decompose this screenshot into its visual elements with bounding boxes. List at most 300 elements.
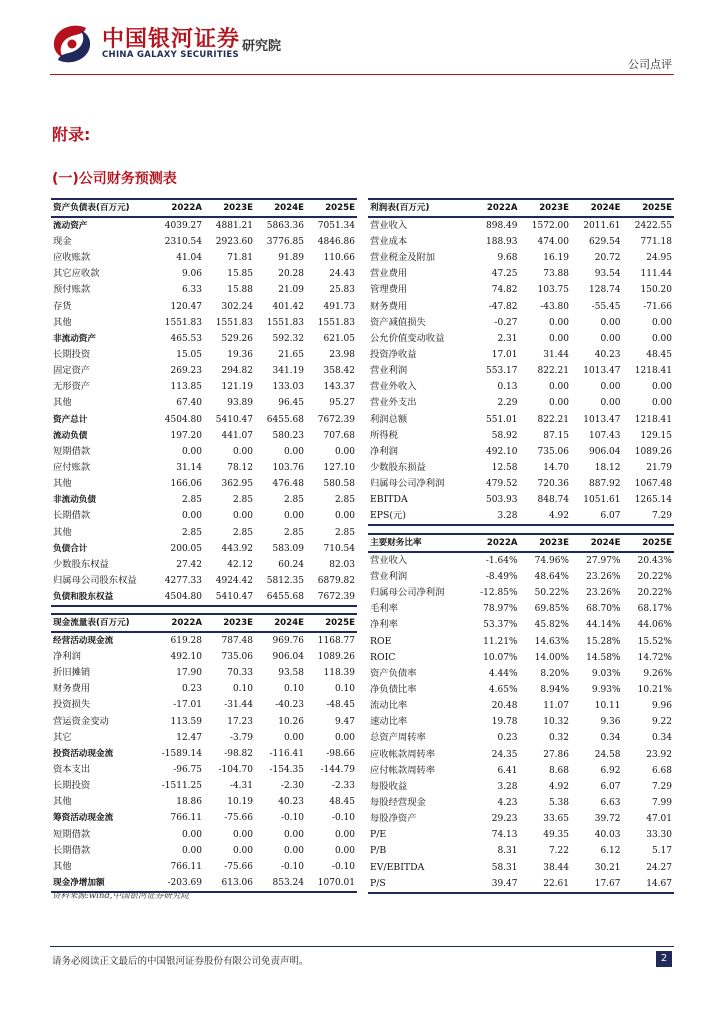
- value-cell: 10.26: [278, 716, 304, 727]
- row-label: 固定资产: [53, 365, 91, 377]
- value-cell: 0.00: [232, 845, 253, 856]
- table-row: [368, 698, 674, 714]
- value-cell: 20.72: [594, 253, 621, 264]
- value-cell: 10.07%: [483, 652, 518, 663]
- value-cell: 11.07: [543, 701, 569, 712]
- value-cell: 113.85: [170, 382, 202, 393]
- row-label: 长期投资: [53, 349, 91, 361]
- value-cell: 2.85: [181, 527, 202, 538]
- row-label: 管理费用: [370, 284, 408, 296]
- value-cell: 0.00: [181, 446, 202, 457]
- value-cell: 120.47: [170, 301, 202, 312]
- row-label: 毛利率: [370, 603, 398, 615]
- row-label: 净利率: [370, 619, 398, 631]
- value-cell: 15.85: [227, 269, 253, 280]
- value-cell: 53.37%: [483, 620, 518, 631]
- value-cell: 5.17: [651, 846, 672, 857]
- value-cell: 358.42: [323, 366, 355, 377]
- table-row: [51, 714, 357, 730]
- key-ratios-table: [368, 533, 674, 894]
- value-cell: 479.52: [486, 479, 518, 490]
- value-cell: 111.44: [640, 269, 672, 280]
- value-cell: 629.54: [589, 237, 621, 248]
- value-cell: 39.47: [468, 876, 520, 893]
- row-label: 总资产周转率: [370, 732, 426, 744]
- value-cell: 9.96: [651, 701, 672, 712]
- year-header: 2025E: [306, 614, 357, 632]
- value-cell: 6879.82: [317, 576, 355, 587]
- row-label: P/S: [368, 876, 468, 893]
- value-cell: 21.09: [278, 285, 304, 296]
- value-cell: -47.82: [488, 301, 518, 312]
- row-label: 资本支出: [53, 764, 91, 776]
- value-cell: 0.32: [548, 733, 569, 744]
- table-row: [51, 632, 357, 649]
- value-cell: 17.23: [227, 716, 253, 727]
- table-row: [368, 876, 674, 893]
- row-label: 净负债比率: [370, 684, 417, 696]
- row-label: 资产负债率: [370, 667, 417, 679]
- value-cell: 58.31: [491, 862, 518, 873]
- table-row: [51, 315, 357, 331]
- value-cell: 1218.41: [634, 414, 672, 425]
- value-cell: -1589.14: [161, 748, 202, 759]
- table-title: 资产负债表(百万元): [51, 199, 153, 217]
- table-row: [368, 412, 674, 428]
- value-cell: -0.10: [280, 861, 304, 872]
- value-cell: 0.10: [283, 684, 304, 695]
- value-cell: 44.06%: [637, 620, 672, 631]
- value-cell: 19.36: [227, 350, 253, 361]
- row-label: 投资损失: [53, 699, 91, 711]
- row-label: 少数股东权益: [53, 558, 109, 570]
- value-cell: 1218.41: [634, 366, 672, 377]
- value-cell: 4924.42: [215, 576, 253, 587]
- row-label: 营业利润: [370, 365, 408, 377]
- value-cell: 553.17: [486, 366, 518, 377]
- table-row: [368, 492, 674, 508]
- value-cell: -8.49%: [485, 572, 518, 583]
- row-label: 应收账款: [53, 252, 91, 264]
- value-cell: -104.70: [218, 765, 253, 776]
- value-cell: 10.11: [594, 701, 621, 712]
- row-label: 速动比率: [370, 716, 408, 728]
- balance-sheet-table: [51, 198, 357, 607]
- value-cell: 4846.86: [317, 237, 355, 248]
- value-cell: 33.65: [543, 814, 569, 825]
- row-label: 现金: [53, 236, 72, 248]
- value-cell: 31.14: [176, 463, 202, 474]
- value-cell: 93.54: [594, 269, 621, 280]
- row-label: 其它应收款: [53, 268, 100, 280]
- table-header-row: [368, 199, 674, 217]
- row-label: 归属母公司净利润: [370, 587, 445, 599]
- table-row: [368, 395, 674, 411]
- value-cell: 74.96%: [534, 556, 569, 566]
- value-cell: 2.85: [283, 527, 304, 538]
- value-cell: 48.45: [329, 797, 355, 808]
- value-cell: 0.00: [651, 317, 672, 328]
- value-cell: 0.00: [181, 829, 202, 840]
- table-row: [368, 843, 674, 859]
- value-cell: 1168.77: [317, 636, 355, 646]
- table-row: [51, 299, 357, 315]
- value-cell: 128.74: [589, 285, 621, 296]
- footer-divider: [50, 946, 674, 947]
- row-label: 每股净资产: [370, 813, 417, 825]
- value-cell: 6.68: [651, 765, 672, 776]
- value-cell: 95.27: [329, 398, 355, 409]
- value-cell: 113.59: [170, 716, 202, 727]
- value-cell: 362.95: [221, 479, 253, 490]
- page-number: 2: [656, 951, 672, 967]
- value-cell: 0.00: [181, 845, 202, 856]
- value-cell: 735.06: [221, 652, 253, 663]
- institute-label: 研究院: [242, 39, 282, 54]
- value-cell: 4.92: [548, 781, 569, 792]
- value-cell: 0.00: [548, 382, 569, 393]
- value-cell: 23.26%: [586, 588, 621, 599]
- value-cell: 1089.26: [317, 652, 355, 663]
- value-cell: 0.00: [548, 333, 569, 344]
- value-cell: 0.00: [283, 845, 304, 856]
- value-cell: 4039.27: [164, 221, 202, 231]
- value-cell: -0.27: [494, 317, 518, 328]
- table-row: [368, 363, 674, 379]
- value-cell: 15.88: [227, 285, 253, 296]
- value-cell: 91.89: [278, 253, 304, 264]
- table-row: [51, 234, 357, 250]
- value-cell: 133.03: [272, 382, 304, 393]
- row-label: 财务费用: [53, 683, 91, 695]
- value-cell: 302.24: [221, 301, 253, 312]
- row-label: 营运资金变动: [53, 715, 109, 727]
- row-label: 其他: [53, 526, 72, 538]
- value-cell: 906.04: [272, 652, 304, 663]
- table-row: [368, 795, 674, 811]
- value-cell: -1.64%: [485, 556, 518, 566]
- row-label: 财务费用: [370, 300, 408, 312]
- value-cell: 9.26%: [643, 668, 672, 679]
- row-label: 折旧摊销: [53, 667, 91, 679]
- value-cell: 1551.83: [266, 317, 304, 328]
- value-cell: 5410.47: [204, 589, 255, 606]
- year-header: 2023E: [204, 614, 255, 632]
- row-label: EBITDA: [370, 494, 408, 506]
- table-row: [51, 810, 357, 826]
- value-cell: -2.33: [331, 781, 355, 792]
- value-cell: 0.34: [600, 733, 621, 744]
- row-label: 应付帐款周转率: [370, 764, 436, 776]
- row-label: 每股经营现金: [370, 797, 426, 809]
- value-cell: 12.47: [176, 732, 202, 743]
- value-cell: 38.44: [543, 862, 569, 873]
- value-cell: 4.92: [520, 508, 572, 525]
- value-cell: 619.28: [170, 636, 202, 646]
- value-cell: 121.19: [221, 382, 253, 393]
- row-label: 营业费用: [370, 268, 408, 280]
- value-cell: 4.65%: [488, 685, 518, 696]
- value-cell: 4.23: [497, 798, 518, 809]
- value-cell: 41.04: [176, 253, 202, 264]
- row-label: 流动比率: [370, 700, 408, 712]
- value-cell: 6.63: [600, 798, 621, 809]
- row-label: EPS(元): [368, 508, 468, 525]
- table-row: [51, 266, 357, 282]
- value-cell: 2011.61: [583, 221, 621, 231]
- value-cell: 2.85: [334, 495, 355, 506]
- value-cell: 12.58: [491, 463, 518, 474]
- table-row: [51, 794, 357, 810]
- table-row: [368, 444, 674, 460]
- value-cell: 48.64%: [534, 572, 569, 583]
- value-cell: 73.88: [543, 269, 569, 280]
- value-cell: 7672.39: [317, 414, 355, 425]
- value-cell: 14.63%: [534, 636, 569, 647]
- value-cell: 6.07: [571, 508, 623, 525]
- row-label: 营业外收入: [370, 381, 417, 393]
- row-label: 存货: [53, 300, 72, 312]
- value-cell: 9.36: [600, 717, 621, 728]
- value-cell: 9.47: [334, 716, 355, 727]
- value-cell: 7.29: [623, 508, 675, 525]
- value-cell: 7.22: [548, 846, 569, 857]
- value-cell: 20.22%: [637, 588, 672, 599]
- table-row: [368, 428, 674, 444]
- value-cell: -31.44: [224, 700, 253, 711]
- logo-chinese-name: 中国银河证券: [102, 27, 241, 52]
- row-label: 利润总额: [370, 413, 408, 425]
- value-cell: 50.22%: [534, 588, 569, 599]
- table-row: [368, 476, 674, 492]
- year-header: 2024E: [571, 199, 623, 217]
- value-cell: 1551.83: [215, 317, 253, 328]
- value-cell: 8.20%: [540, 668, 569, 679]
- table-row: [368, 666, 674, 682]
- value-cell: 103.75: [537, 285, 569, 296]
- value-cell: 2.29: [497, 398, 518, 409]
- row-label: 营业成本: [370, 236, 408, 248]
- value-cell: -12.85%: [480, 588, 518, 599]
- value-cell: 129.15: [640, 430, 672, 441]
- value-cell: 42.12: [227, 559, 253, 570]
- row-label: ROIC: [370, 651, 396, 663]
- row-label: 长期借款: [53, 844, 91, 856]
- table-row: [51, 412, 357, 428]
- value-cell: 707.68: [323, 430, 355, 441]
- year-header: 2022A: [468, 534, 520, 552]
- value-cell: 529.26: [221, 333, 253, 344]
- value-cell: 10.21%: [637, 685, 672, 696]
- row-label: 其它: [53, 731, 72, 743]
- cash-flow-table: [51, 613, 357, 893]
- table-row: [368, 508, 674, 525]
- table-row: [51, 379, 357, 395]
- value-cell: -116.41: [269, 748, 304, 759]
- row-label: 营业税金及附加: [370, 252, 436, 264]
- value-cell: 6.41: [497, 765, 518, 776]
- value-cell: -3.79: [229, 732, 253, 743]
- value-cell: 78.97%: [483, 604, 518, 615]
- row-label: 营业收入: [370, 555, 408, 566]
- table-row: [51, 778, 357, 794]
- table-row: [51, 681, 357, 697]
- table-row: [368, 682, 674, 698]
- year-header: 2022A: [153, 199, 204, 217]
- value-cell: 18.12: [594, 463, 621, 474]
- value-cell: 82.03: [329, 559, 355, 570]
- value-cell: 766.11: [170, 813, 202, 824]
- value-cell: 2.85: [283, 495, 304, 506]
- table-row: [368, 617, 674, 633]
- value-cell: 58.92: [491, 430, 518, 441]
- table-row: [368, 552, 674, 569]
- value-cell: 17.01: [491, 350, 518, 361]
- table-row: [51, 492, 357, 508]
- value-cell: 441.07: [221, 430, 253, 441]
- value-cell: 30.21: [594, 862, 621, 873]
- row-label: EV/EBITDA: [370, 861, 425, 873]
- table-row: [368, 714, 674, 730]
- value-cell: 822.21: [537, 414, 569, 425]
- value-cell: 23.98: [329, 350, 355, 361]
- row-label: 所得税: [370, 429, 398, 441]
- value-cell: 45.82%: [534, 620, 569, 631]
- value-cell: 6455.68: [266, 414, 304, 425]
- table-row: [368, 460, 674, 476]
- value-cell: -75.66: [224, 813, 253, 824]
- table-title: 主要财务比率: [368, 534, 468, 552]
- value-cell: 0.00: [334, 845, 355, 856]
- value-cell: 613.06: [204, 875, 255, 892]
- value-cell: 0.10: [232, 684, 253, 695]
- value-cell: 0.00: [232, 511, 253, 522]
- row-label: ROE: [370, 635, 392, 647]
- value-cell: 1070.01: [306, 875, 357, 892]
- table-row: [51, 589, 357, 606]
- value-cell: 5410.47: [215, 414, 253, 425]
- value-cell: 39.72: [594, 814, 621, 825]
- value-cell: 78.12: [227, 463, 253, 474]
- value-cell: 443.92: [221, 543, 253, 554]
- value-cell: 197.20: [170, 430, 202, 441]
- value-cell: 10.32: [543, 717, 569, 728]
- value-cell: 2.85: [232, 495, 253, 506]
- value-cell: 23.26%: [586, 572, 621, 583]
- value-cell: 580.23: [272, 430, 304, 441]
- table-row: [368, 217, 674, 234]
- table-header-row: [368, 534, 674, 552]
- year-header: 2023E: [520, 199, 572, 217]
- value-cell: 93.58: [278, 668, 304, 679]
- value-cell: 17.67: [571, 876, 623, 893]
- value-cell: 200.05: [170, 543, 202, 554]
- galaxy-logo-icon: [48, 20, 96, 68]
- value-cell: 68.70%: [586, 604, 621, 615]
- table-title: 现金流量表(百万元): [51, 614, 153, 632]
- value-cell: 188.93: [486, 237, 518, 248]
- value-cell: 503.93: [486, 495, 518, 506]
- value-cell: -55.45: [591, 301, 621, 312]
- value-cell: 5863.36: [266, 221, 304, 231]
- value-cell: 787.48: [221, 636, 253, 646]
- value-cell: 33.30: [646, 830, 672, 841]
- value-cell: 0.00: [334, 829, 355, 840]
- table-row: [51, 508, 357, 524]
- value-cell: 5812.35: [266, 576, 304, 587]
- value-cell: 9.68: [497, 253, 518, 264]
- value-cell: 1265.14: [634, 495, 672, 506]
- value-cell: 107.43: [589, 430, 621, 441]
- value-cell: 1089.26: [634, 446, 672, 457]
- value-cell: 143.37: [323, 382, 355, 393]
- table-row: [51, 859, 357, 875]
- value-cell: 17.90: [176, 668, 202, 679]
- table-row: [51, 363, 357, 379]
- value-cell: 40.03: [594, 830, 621, 841]
- value-cell: -203.69: [153, 875, 204, 892]
- section-title: (一)公司财务预测表: [52, 171, 177, 187]
- row-label: 营业外支出: [370, 397, 417, 409]
- year-header: 2022A: [153, 614, 204, 632]
- value-cell: 4.44%: [488, 668, 518, 679]
- row-label: 其他: [53, 860, 72, 872]
- value-cell: 2.85: [334, 527, 355, 538]
- value-cell: 1572.00: [531, 221, 569, 231]
- value-cell: -17.01: [173, 700, 202, 711]
- value-cell: 0.00: [283, 732, 304, 743]
- value-cell: 14.67: [623, 876, 675, 893]
- value-cell: 6.92: [600, 765, 621, 776]
- value-cell: 8.94%: [540, 685, 569, 696]
- row-label: 其他: [53, 316, 72, 328]
- value-cell: 0.00: [334, 732, 355, 743]
- value-cell: -96.75: [173, 765, 202, 776]
- value-cell: -2.30: [280, 781, 304, 792]
- value-cell: 6.33: [181, 285, 202, 296]
- value-cell: 10.19: [227, 797, 253, 808]
- value-cell: 150.20: [640, 285, 672, 296]
- row-label: 应收帐款周转率: [370, 748, 436, 760]
- value-cell: 887.92: [589, 479, 621, 490]
- year-header: 2022A: [468, 199, 520, 217]
- year-header: 2024E: [255, 614, 306, 632]
- value-cell: 25.83: [329, 285, 355, 296]
- row-label: P/B: [370, 845, 387, 857]
- row-label: 投资活动现金流: [53, 748, 114, 759]
- row-label: 归属母公司净利润: [370, 478, 445, 490]
- row-label: 净利润: [370, 445, 398, 457]
- year-header: 2023E: [204, 199, 255, 217]
- row-label: 资产减值损失: [370, 316, 426, 328]
- value-cell: 22.61: [520, 876, 572, 893]
- value-cell: 0.34: [651, 733, 672, 744]
- value-cell: 1013.47: [583, 414, 621, 425]
- table-row: [51, 250, 357, 266]
- year-header: 2024E: [571, 534, 623, 552]
- value-cell: 766.11: [170, 861, 202, 872]
- table-header-row: [51, 614, 357, 632]
- value-cell: 2422.55: [634, 221, 672, 231]
- table-row: [51, 762, 357, 778]
- value-cell: -0.10: [280, 813, 304, 824]
- value-cell: 110.66: [323, 253, 355, 264]
- value-cell: 0.00: [334, 511, 355, 522]
- value-cell: 9.06: [181, 269, 202, 280]
- row-label: 现金净增加额: [51, 875, 153, 892]
- row-label: P/E: [370, 829, 387, 841]
- value-cell: 27.86: [543, 749, 569, 760]
